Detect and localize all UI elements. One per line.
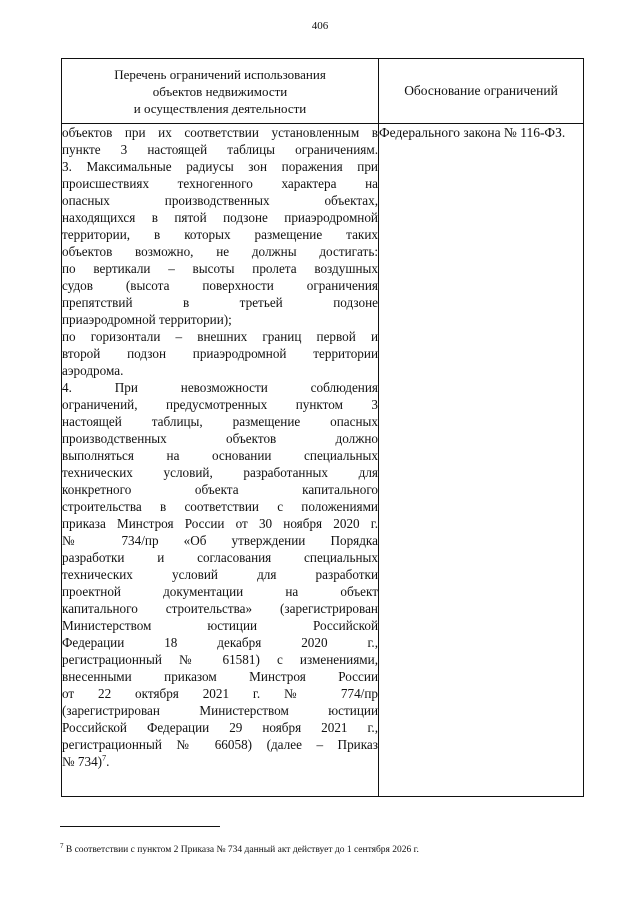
text-line: № 734/пр «Об утверждении Порядка [62,533,378,548]
text-line: находящихся в пятой подзоне приаэродромной [62,210,378,225]
justification-cell [379,124,584,797]
table-row [62,124,584,797]
text-line: объектов возможно, не должны достигать: [62,244,378,259]
page-number: 406 [311,20,329,32]
text-line: от 22 октября 2021 г. № 774/пр [62,686,378,701]
text-line: ограничений, предусмотренных пунктом 3 [62,397,378,412]
justification-text: Федерального закона № 116-ФЗ. [379,125,566,140]
last-line-text: № 734) [62,754,103,769]
text-line: Федерации 18 декабря 2020 г., [62,635,378,650]
text-line: регистрационный № 61581) с изменениями, [62,652,378,667]
text-line: внесенными приказом Минстроя России [62,669,378,684]
text-line: приаэродромной территории); [62,312,232,327]
text-line: судов (высота поверхности ограничения [62,278,378,293]
restrictions-cell [62,124,379,797]
text-line: аэродрома. [62,363,124,378]
text-line: конкретного объекта капитального [62,482,378,497]
text-line: выполняться на основании специальных [62,448,378,463]
footnote-separator [60,826,220,827]
text-line: объектов при их соответствии установленным в [62,125,378,140]
header-justification: Обоснование ограничений [379,59,584,124]
text-line: по вертикали – высоты пролета воздушных [62,261,378,276]
text-line: пункте 3 настоящей таблицы ограничениям. [62,142,378,157]
text-line: происшествиях техногенного характера на [62,176,378,191]
text-line: 3. Максимальные радиусы зон поражения при [62,159,378,174]
text-line: территории, в которых размещение таких [62,227,378,242]
footnote-reference[interactable]: 7 [102,753,107,763]
text-line: капитального строительства» (зарегистрирован [62,601,378,616]
footnote [60,841,600,856]
text-line: (зарегистрирован Министерством юстиции [62,703,378,718]
header-restrictions-line: объектов недвижимости [152,83,288,99]
text-line: проектной документации на объект [62,584,378,599]
text-line: опасных производственных объектах, [62,193,378,208]
text-line: регистрационный № 66058) (далее – Приказ [62,737,378,752]
text-line: по горизонтали – внешних границ первой и [62,329,378,344]
text-line: настоящей таблицы, размещение опасных [62,414,378,429]
text-line: строительства в соответствии с положениями [62,499,378,514]
text-line-last [62,753,378,770]
text-line: приказа Минстроя России от 30 ноября 2020 г. [62,516,378,531]
header-restrictions [62,59,379,124]
text-line: второй подзон приаэродромной территории [62,346,378,361]
restrictions-table [61,58,584,797]
text-line: разработки и согласования специальных [62,550,378,565]
header-restrictions-line: Перечень ограничений использования [114,66,326,82]
last-line-end: . [106,754,110,769]
text-line: Российской Федерации 29 ноября 2021 г., [62,720,378,735]
text-line: технических условий для разработки [62,567,378,582]
text-line: препятствий в третьей подзоне [62,295,378,310]
text-line: 4. При невозможности соблюдения [62,380,378,395]
text-line: технических условий, разработанных для [62,465,378,480]
footnote-text: В соответствии с пунктом 2 Приказа № 734 данный акт действует до 1 сентября 2026 г. [63,845,419,855]
table-header-row [62,59,584,124]
text-line: Министерством юстиции Российской [62,618,378,633]
footnote-mark: 7 [60,841,64,850]
text-line: производственных объектов должно [62,431,378,446]
header-restrictions-line: и осуществления деятельности [133,100,307,116]
